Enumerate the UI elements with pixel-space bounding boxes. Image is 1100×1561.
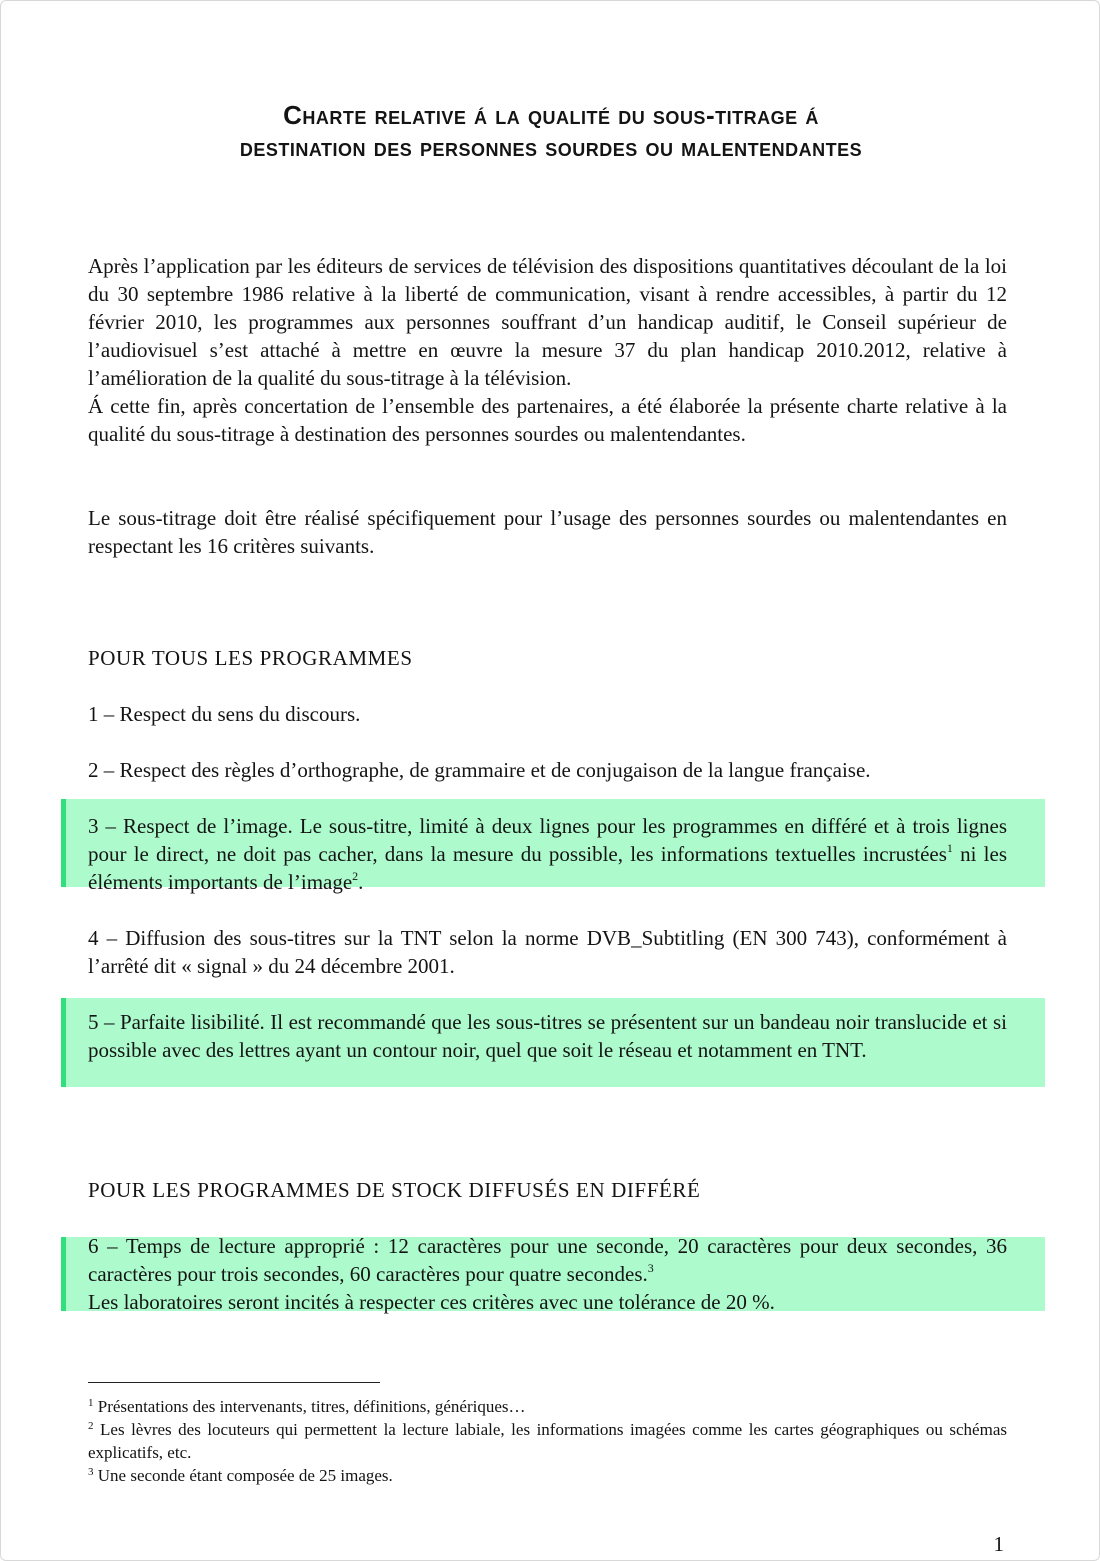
criterion-4: 4 – Diffusion des sous-titres sur la TNT selon la norme DVB_Subtitling (EN 300 743), conformément à l’arrêté dit « signal » du 24 décembre 2001. bbox=[88, 926, 1007, 978]
footnote-2-number: 2 bbox=[88, 1420, 94, 1432]
section-heading-stock-programs: POUR LES PROGRAMMES DE STOCK DIFFUSÉS EN DIFFÉRÉ bbox=[88, 1178, 701, 1202]
document-title-line-1: Charte relative á la qualité du sous-titrage á bbox=[283, 100, 819, 130]
footnote-1-text: Présentations des intervenants, titres, définitions, génériques… bbox=[93, 1397, 526, 1416]
footnote-separator bbox=[88, 1382, 380, 1383]
intro-paragraph-3-block bbox=[88, 504, 1007, 560]
criterion-6-line-a bbox=[88, 1232, 1007, 1288]
document-title-line-2: destination des personnes sourdes ou malentendantes bbox=[239, 132, 863, 162]
footnote-2 bbox=[88, 1418, 1007, 1464]
criterion-1: 1 – Respect du sens du discours. bbox=[88, 702, 361, 726]
intro-paragraph-3: Le sous-titrage doit être réalisé spécifiquement pour l’usage des personnes sourdes ou malentendantes en respectant les 16 critères suivants. bbox=[88, 506, 1007, 558]
footnote-3-text: Une seconde étant composée de 25 images. bbox=[93, 1466, 393, 1485]
criterion-3 bbox=[88, 812, 1007, 896]
intro-paragraph-2: Á cette fin, après concertation de l’ensemble des partenaires, a été élaborée la présente charte relative à la qualité du sous-titrage à destination des personnes sourdes ou malentendantes. bbox=[88, 394, 1007, 446]
footnote-3-number: 3 bbox=[88, 1466, 94, 1478]
footnote-2-text: Les lèvres des locuteurs qui permettent la lecture labiale, les informations imagées comme les cartes géographiques ou schémas explicatifs, etc. bbox=[88, 1420, 1007, 1462]
footnotes bbox=[88, 1395, 1007, 1487]
footnote-3 bbox=[88, 1464, 1007, 1487]
intro-section bbox=[88, 252, 1007, 448]
criterion-2: 2 – Respect des règles d’orthographe, de grammaire et de conjugaison de la langue française. bbox=[88, 758, 871, 782]
intro-paragraph-1: Après l’application par les éditeurs de services de télévision des dispositions quantitatives découlant de la loi du 30 septembre 1986 relative à la liberté de communication, visant à rendre accessibles, à partir du 12 février 2010, les programmes aux personnes souffrant d’un handicap auditif, le Conseil supérieur de l’audiovisuel s’est attaché à mettre en œuvre la mesure 37 du plan handicap 2010.2012, relative à l’amélioration de la qualité du sous-titrage à la télévision. bbox=[88, 254, 1007, 390]
page-number: 1 bbox=[993, 1532, 1004, 1556]
footnote-ref-1: 1 bbox=[946, 841, 953, 855]
criterion-3-text-a: 3 – Respect de l’image. Le sous-titre, limité à deux lignes pour les programmes en différé et à trois lignes pour le direct, ne doit pas cacher, dans la mesure du possible, les informations textuelles incrustées bbox=[88, 814, 1007, 866]
footnote-1-number: 1 bbox=[88, 1397, 94, 1409]
criterion-6 bbox=[88, 1232, 1007, 1316]
footnote-ref-3: 3 bbox=[647, 1261, 654, 1275]
section-heading-all-programs: POUR TOUS LES PROGRAMMES bbox=[88, 646, 413, 670]
footnote-1 bbox=[88, 1395, 1007, 1418]
footnote-ref-2: 2 bbox=[352, 869, 359, 883]
criterion-6-text-b: Les laboratoires seront incités à respecter ces critères avec une tolérance de 20 %. bbox=[88, 1290, 775, 1314]
criterion-3-text-b: ni les éléments importants de l’image bbox=[88, 842, 1007, 894]
criterion-6-text-a: 6 – Temps de lecture approprié : 12 caractères pour une seconde, 20 caractères pour deux secondes, 36 caractères pour trois secondes, 60 caractères pour quatre secondes. bbox=[88, 1234, 1007, 1286]
criterion-3-text-c: . bbox=[358, 870, 364, 894]
criterion-5: 5 – Parfaite lisibilité. Il est recommandé que les sous-titres se présentent sur un bandeau noir translucide et si possible avec des lettres ayant un contour noir, quel que soit le réseau et notamment en TNT. bbox=[88, 1010, 1007, 1062]
